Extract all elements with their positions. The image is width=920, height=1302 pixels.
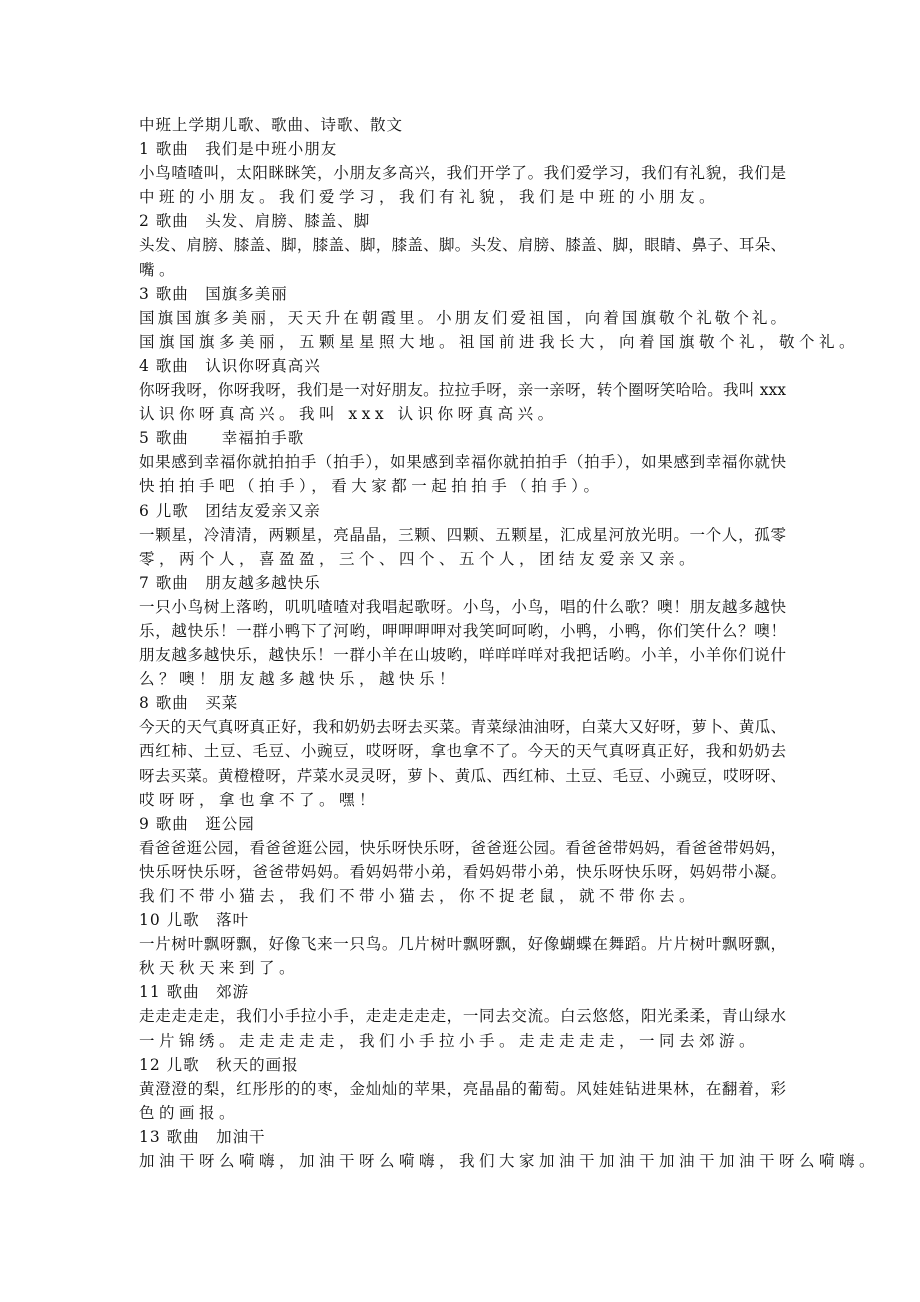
lyric-line: 认识你呀真高兴。我叫 xxx 认识你呀真高兴。: [139, 405, 558, 424]
section-heading: 9 歌曲 逛公园: [139, 814, 255, 833]
lyric-line: 一只小鸟树上落哟，叽叽喳喳对我唱起歌呀。小鸟，小鸟，唱的什么歌？噢！朋友越多越快: [139, 597, 786, 616]
section-5: [139, 426, 786, 498]
section-11: [139, 980, 786, 1052]
section-heading: 8 歌曲 买菜: [139, 694, 239, 713]
lyric-line: 秋天秋天来到了。: [139, 959, 300, 978]
lyric-line: 如果感到幸福你就拍拍手（拍手），如果感到幸福你就拍拍手（拍手），如果感到幸福你就快: [139, 453, 786, 472]
section-6: [139, 499, 786, 571]
section-12: [139, 1053, 786, 1125]
section-heading: 6 儿歌 团结友爱亲又亲: [139, 501, 321, 520]
lyric-line: 一颗星，冷清清，两颗星，亮晶晶，三颗、四颗、五颗星，汇成星河放光明。一个人，孤零: [139, 525, 786, 544]
section-heading: 13 歌曲 加油干: [139, 1127, 266, 1146]
section-heading: 1 歌曲 我们是中班小朋友: [139, 140, 338, 159]
lyric-line: 一片锦绣。走走走走走，我们小手拉小手。走走走走走，一同去郊游。: [139, 1031, 760, 1050]
section-heading: 2 歌曲 头发、肩膀、膝盖、脚: [139, 212, 371, 231]
lyric-line: 国旗国旗多美丽，天天升在朝霞里。小朋友们爱祖国，向着国旗敬个礼敬个礼。: [139, 308, 786, 327]
lyric-line: 朋友越多越快乐，越快乐！一群小羊在山坡哟，咩咩咩咩对我把话哟。小羊，小羊你们说什: [139, 646, 786, 665]
lyric-line: 乐，越快乐！一群小鸭下了河哟，呷呷呷呷对我笑呵呵哟，小鸭，小鸭，你们笑什么？噢！: [139, 621, 786, 640]
section-3: [139, 282, 860, 354]
section-13: [139, 1125, 880, 1173]
lyric-line: 哎呀呀，拿也拿不了。嘿！: [139, 790, 380, 809]
section-7: [139, 571, 786, 691]
lyric-line: 今天的天气真呀真正好，我和奶奶去呀去买菜。青菜绿油油呀，白菜大又好呀，萝卜、黄瓜、: [139, 718, 786, 737]
document-title: 中班上学期儿歌、歌曲、诗歌、散文: [139, 116, 404, 134]
lyric-line: 头发、肩膀、膝盖、脚，膝盖、脚，膝盖、脚。头发、肩膀、膝盖、脚，眼睛、鼻子、耳朵、: [139, 236, 786, 255]
lyric-line: 呀去买菜。黄橙橙呀，芹菜水灵灵呀，萝卜、黄瓜、西红柿、土豆、毛豆、小豌豆，哎呀呀、: [139, 766, 786, 785]
lyric-line: 快乐呀快乐呀，爸爸带妈妈。看妈妈带小弟，看妈妈带小弟，快乐呀快乐呀，妈妈带小凝。: [139, 862, 786, 881]
section-heading: 4 歌曲 认识你呀真高兴: [139, 356, 321, 375]
lyric-line: 走走走走走，我们小手拉小手，走走走走走，一同去交流。白云悠悠，阳光柔柔，青山绿水: [139, 1007, 786, 1026]
lyric-line: 中班的小朋友。我们爱学习，我们有礼貌，我们是中班的小朋友。: [139, 188, 720, 207]
lyric-line: 零，两个人，喜盈盈，三个、四个、五个人，团结友爱亲又亲。: [139, 549, 700, 568]
lyric-line: 快拍拍手吧（拍手），看大家都一起拍拍手（拍手）。: [139, 477, 604, 496]
lyric-line: 嘴。: [139, 260, 180, 279]
section-1: [139, 137, 786, 209]
lyric-line: 么？噢！朋友越多越快乐，越快乐！: [139, 670, 460, 689]
section-heading: 7 歌曲 朋友越多越快乐: [139, 573, 321, 592]
lyric-line: 我们不带小猫去，我们不带小猫去，你不捉老鼠，就不带你去。: [139, 887, 700, 905]
lyric-line: 小鸟喳喳叫，太阳眯眯笑，小朋友多高兴，我们开学了。我们爱学习，我们有礼貌，我们是: [139, 164, 786, 183]
lyric-line: 国旗国旗多美丽，五颗星星照大地。祖国前进我长大，向着国旗敬个礼，敬个礼。: [139, 332, 860, 351]
section-2: [139, 209, 786, 281]
section-heading: 11 歌曲 郊游: [139, 983, 250, 1002]
lyric-line: 你呀我呀，你呀我呀，我们是一对好朋友。拉拉手呀，亲一亲呀，转个圈呀笑哈哈。我叫 xxx: [139, 381, 786, 400]
lyric-line: 看爸爸逛公园，看爸爸逛公园，快乐呀快乐呀，爸爸逛公园。看爸爸带妈妈，看爸爸带妈妈，: [139, 838, 786, 857]
lyric-line: 一片树叶飘呀飘，好像飞来一只鸟。几片树叶飘呀飘，好像蝴蝶在舞蹈。片片树叶飘呀飘，: [139, 935, 786, 954]
section-heading: 5 歌曲 幸福拍手歌: [139, 429, 305, 448]
section-heading: 3 歌曲 国旗多美丽: [139, 284, 288, 303]
lyric-line: 西红柿、土豆、毛豆、小豌豆，哎呀呀，拿也拿不了。今天的天气真呀真正好，我和奶奶去: [139, 742, 786, 761]
section-9: [139, 812, 786, 908]
section-heading: 12 儿歌 秋天的画报: [139, 1055, 299, 1074]
section-10: [139, 908, 786, 980]
document-body: [139, 113, 880, 1173]
section-8: [139, 691, 786, 811]
lyric-line: 色的画报。: [139, 1103, 240, 1122]
section-heading: 10 儿歌 落叶: [139, 911, 250, 930]
lyric-line: 加油干呀么嗬嗨，加油干呀么嗬嗨，我们大家加油干加油干加油干加油干呀么嗬嗨。: [139, 1152, 880, 1171]
section-4: [139, 354, 786, 426]
lyric-line: 黄澄澄的梨，红彤彤的的枣，金灿灿的苹果，亮晶晶的葡萄。风娃娃钻进果林，在翻着，彩: [139, 1079, 786, 1098]
